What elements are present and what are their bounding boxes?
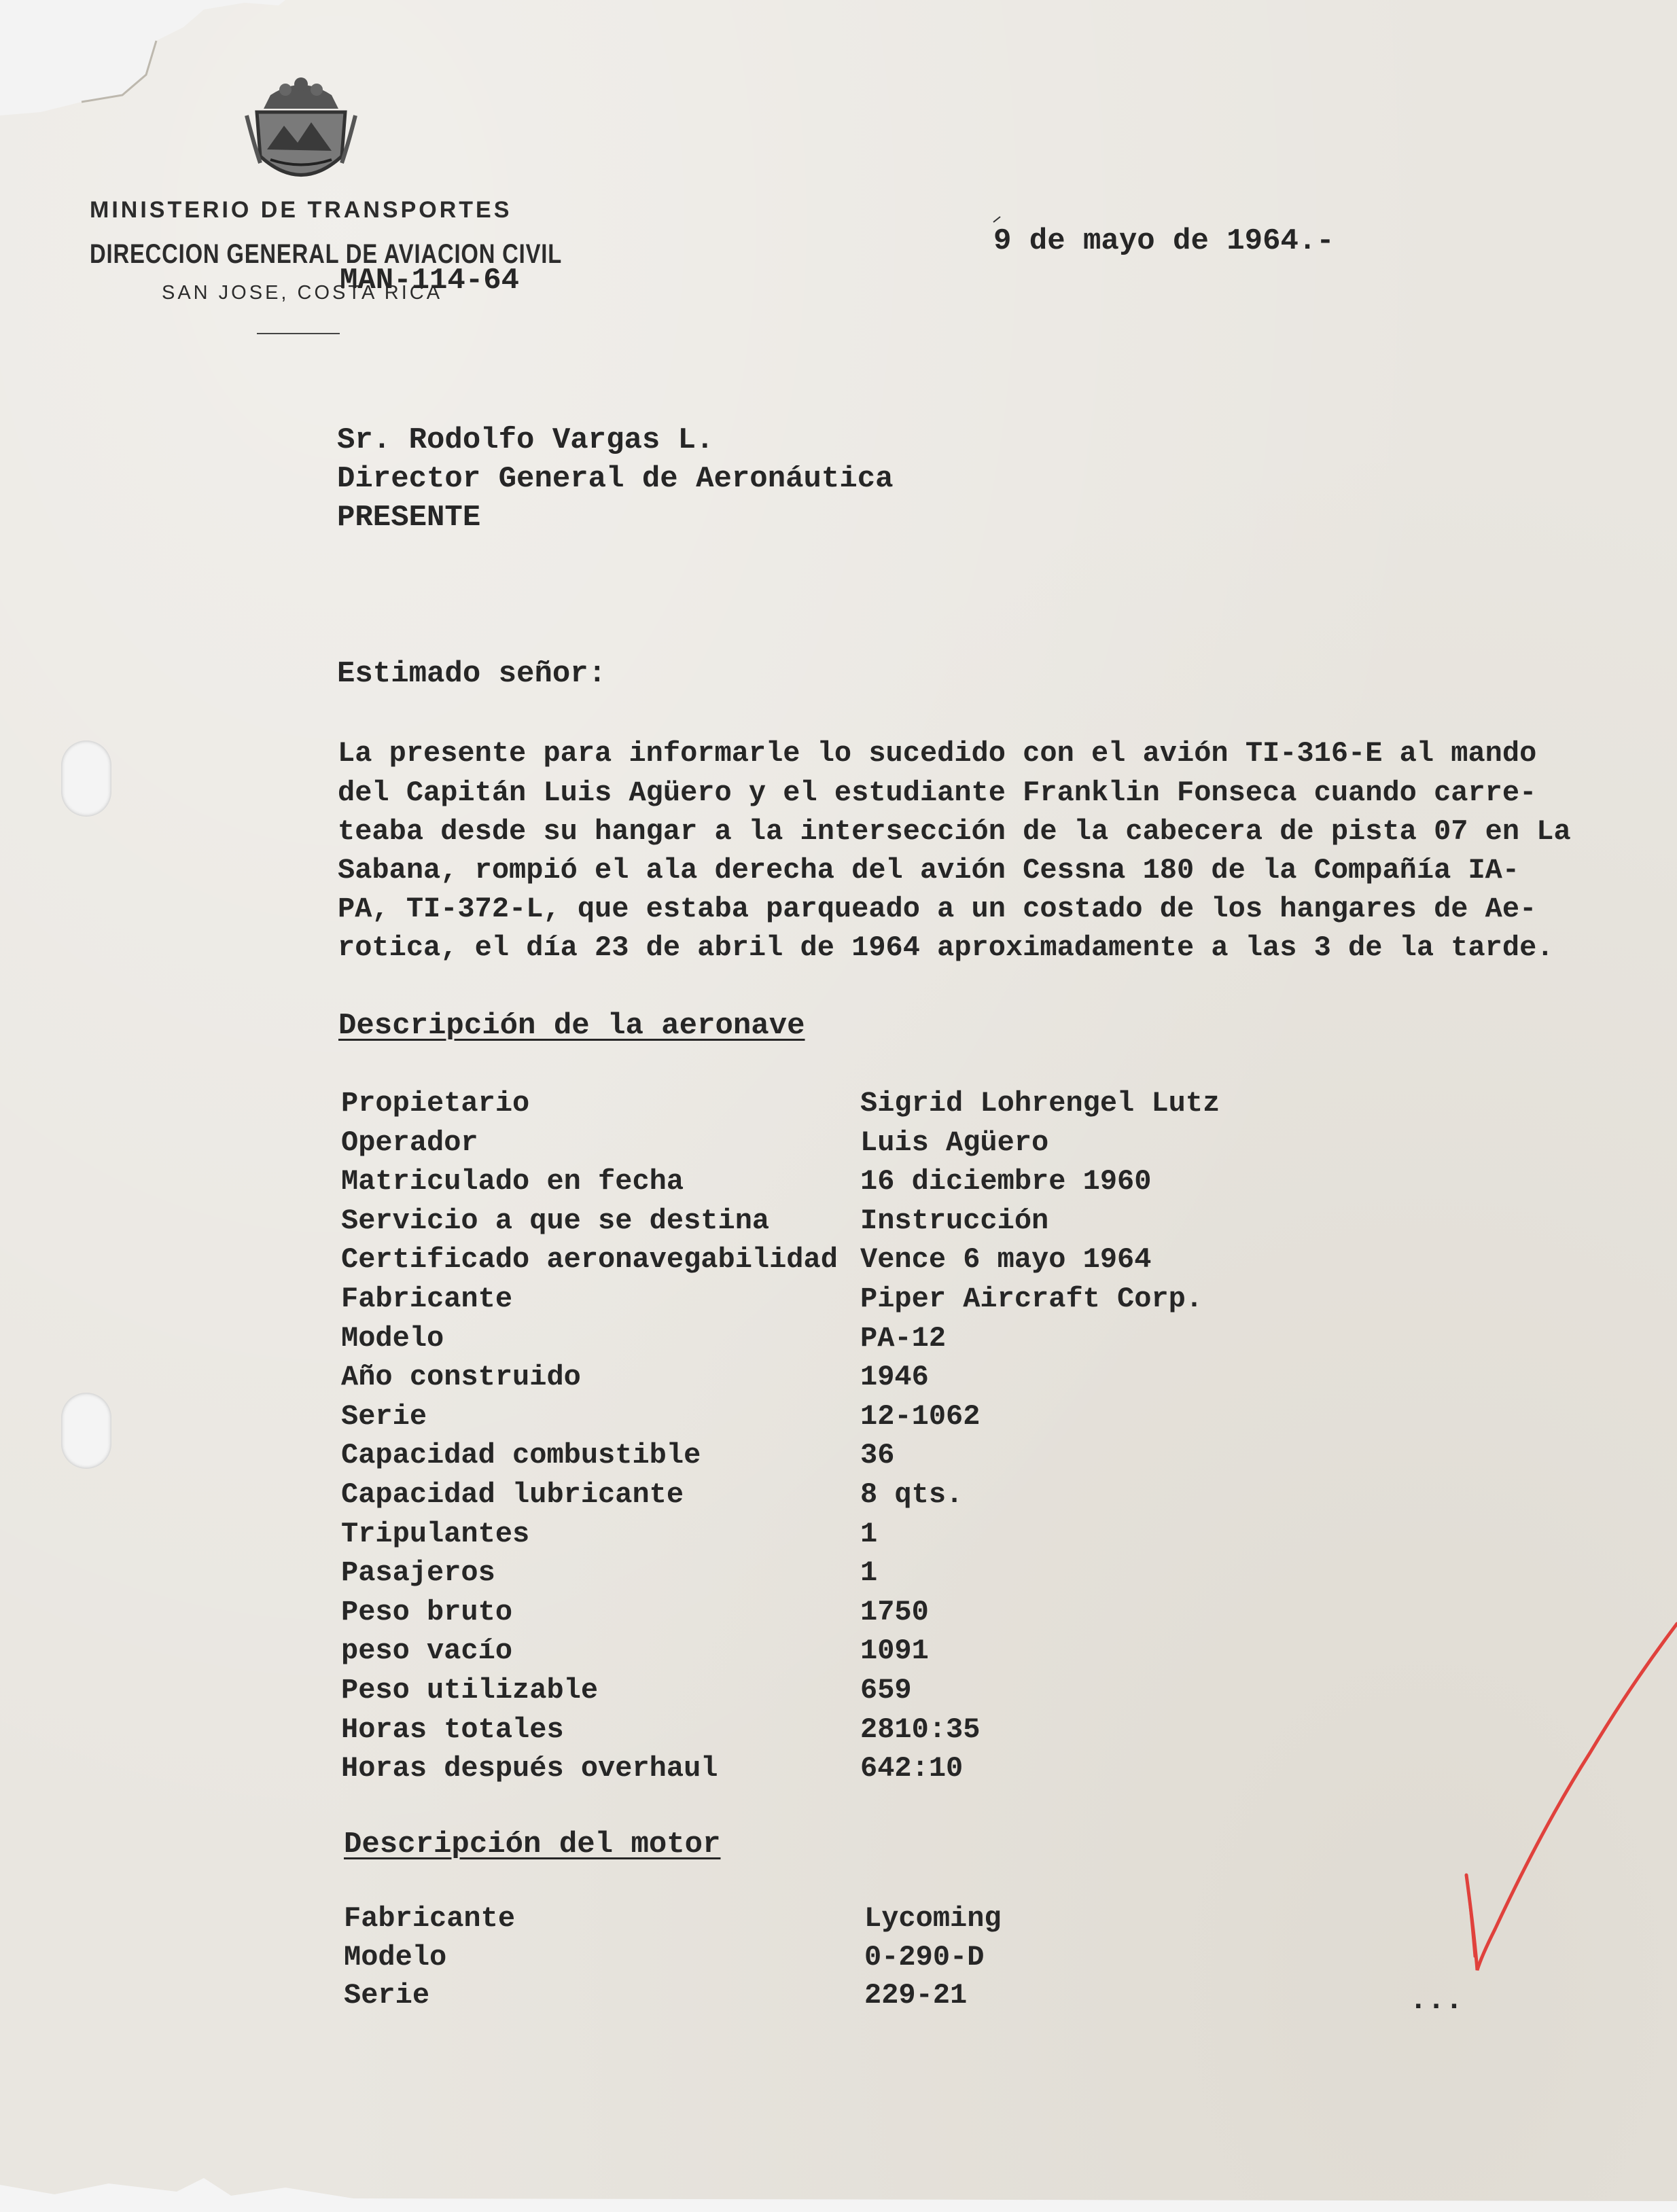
spec-label: Modelo bbox=[344, 1940, 447, 1974]
torn-corner bbox=[0, 0, 285, 115]
spec-value: 1 bbox=[860, 1556, 878, 1590]
spec-value: Luis Agüero bbox=[860, 1126, 1049, 1159]
body-line: del Capitán Luis Agüero y el estudiante Franklin Fonseca cuando carre- bbox=[338, 777, 1537, 809]
spec-label: Operador bbox=[341, 1126, 478, 1159]
spec-label: Modelo bbox=[341, 1321, 444, 1355]
city-line: SAN JOSE, COSTA RICA bbox=[162, 282, 443, 304]
spec-value: Lycoming bbox=[864, 1902, 1002, 1935]
spec-label: Peso bruto bbox=[341, 1595, 513, 1628]
spec-value: 1750 bbox=[860, 1595, 929, 1628]
body-line: PA, TI-372-L, que estaba parqueado a un costado de los hangares de Ae- bbox=[338, 893, 1537, 925]
spec-label: Certificado aeronavegabilidad bbox=[341, 1243, 838, 1277]
letter-date: 9 de mayo de 1964.- bbox=[993, 224, 1335, 258]
spec-value: 36 bbox=[860, 1439, 895, 1472]
spec-value: Instrucción bbox=[860, 1204, 1049, 1237]
spec-value: 16 diciembre 1960 bbox=[860, 1165, 1152, 1198]
spec-label: Horas después overhaul bbox=[341, 1752, 718, 1785]
spec-value: Sigrid Lohrengel Lutz bbox=[860, 1087, 1220, 1120]
directorate-name: DIRECCION GENERAL DE AVIACION CIVIL bbox=[90, 239, 563, 269]
spec-value: 642:10 bbox=[860, 1752, 964, 1785]
red-check-mark-icon bbox=[1454, 1617, 1677, 1984]
spec-value: 1946 bbox=[860, 1361, 929, 1394]
spec-label: Matriculado en fecha bbox=[341, 1165, 684, 1198]
spec-value: 2810:35 bbox=[860, 1713, 981, 1746]
recipient-name: Sr. Rodolfo Vargas L. bbox=[337, 423, 714, 457]
body-line: Sabana, rompió el ala derecha del avión Cessna 180 de la Compañía IA- bbox=[338, 854, 1520, 887]
spec-label: Fabricante bbox=[341, 1283, 513, 1315]
aircraft-section-title: Descripción de la aeronave bbox=[338, 1009, 805, 1043]
spec-value: Vence 6 mayo 1964 bbox=[860, 1243, 1152, 1277]
spec-label: peso vacío bbox=[341, 1635, 513, 1668]
spec-label: Propietario bbox=[341, 1087, 530, 1120]
spec-value: PA-12 bbox=[860, 1321, 947, 1355]
recipient-title: Director General de Aeronáutica bbox=[337, 462, 894, 496]
spec-value: 1091 bbox=[860, 1635, 929, 1668]
spec-value: Piper Aircraft Corp. bbox=[860, 1283, 1203, 1315]
spec-label: Fabricante bbox=[344, 1902, 516, 1935]
torn-bottom-edge bbox=[0, 2171, 1677, 2212]
engine-section-title: Descripción del motor bbox=[344, 1827, 721, 1861]
continuation-marker: ... bbox=[1409, 1984, 1464, 2018]
letterhead-divider bbox=[257, 333, 340, 334]
spec-value: 12-1062 bbox=[860, 1399, 981, 1433]
body-line: La presente para informarle lo sucedido con el avión TI-316-E al mando bbox=[338, 737, 1537, 770]
spec-label: Peso utilizable bbox=[341, 1674, 599, 1707]
spec-label: Horas totales bbox=[341, 1713, 564, 1746]
spec-value: 229-21 bbox=[864, 1979, 968, 2012]
spec-value: 1 bbox=[860, 1517, 878, 1550]
recipient-presente: PRESENTE bbox=[337, 501, 481, 535]
spec-label: Capacidad combustible bbox=[341, 1439, 701, 1472]
spec-label: Tripulantes bbox=[341, 1517, 530, 1550]
ministry-name: MINISTERIO DE TRANSPORTES bbox=[90, 197, 512, 223]
spec-value: 0-290-D bbox=[864, 1940, 985, 1974]
body-line: teaba desde su hangar a la intersección de la cabecera de pista 07 en La bbox=[338, 815, 1571, 848]
spec-label: Servicio a que se destina bbox=[341, 1204, 770, 1237]
binder-hole bbox=[61, 1393, 111, 1469]
date-tick-mark bbox=[992, 216, 1002, 223]
spec-label: Capacidad lubricante bbox=[341, 1478, 684, 1511]
reference-number: MAN-114-64 bbox=[340, 264, 520, 298]
spec-label: Serie bbox=[341, 1399, 427, 1433]
spec-value: 8 qts. bbox=[860, 1478, 964, 1511]
salutation: Estimado señor: bbox=[337, 657, 607, 691]
binder-hole bbox=[61, 741, 111, 817]
coat-of-arms-icon bbox=[243, 75, 359, 197]
spec-value: 659 bbox=[860, 1674, 912, 1707]
body-line: rotica, el día 23 de abril de 1964 aproximadamente a las 3 de la tarde. bbox=[338, 931, 1554, 964]
spec-label: Año construido bbox=[341, 1361, 581, 1394]
spec-label: Serie bbox=[344, 1979, 430, 2012]
spec-label: Pasajeros bbox=[341, 1556, 495, 1590]
